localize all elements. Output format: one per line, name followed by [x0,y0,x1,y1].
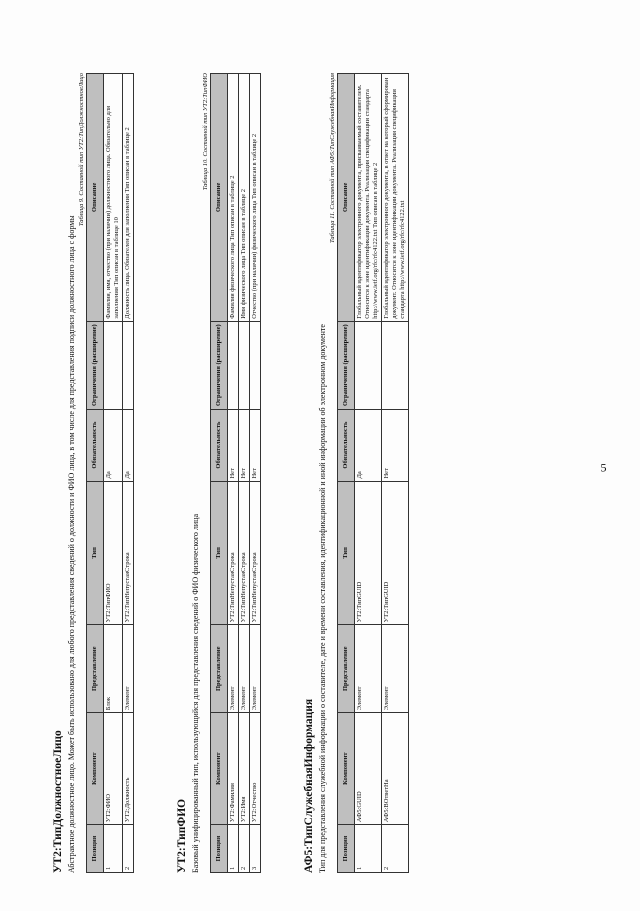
table-cell: Имя физического лица Тип описан в таблице 2 [239,74,250,322]
table-cell: УТ2:ТипНепустаяСтрока [123,481,134,625]
column-header: Ограничения (расширение) [87,321,104,409]
column-header: Компонент [338,713,355,825]
table-cell: 1 [104,825,123,873]
column-header: Представление [211,625,228,713]
page-number: 5 [600,460,607,475]
table-cell: Блок [104,625,123,713]
table-row [382,74,409,873]
table-cell [355,321,382,409]
table-cell: Элемент [228,625,239,713]
column-header: Компонент [211,713,228,825]
table-cell [250,321,261,409]
table-caption: Таблица 10. Составной тип УТ2:ТипФИО [202,73,209,191]
column-header: Позиция [211,825,228,873]
table-cell: УТ2:Имя [239,713,250,825]
table-cell: УТ2:Фамилия [228,713,239,825]
column-header: Компонент [87,713,104,825]
table-row [123,74,134,873]
table-cell: УТ2:Отчество [250,713,261,825]
table-cell: Да [104,409,123,481]
table-cell: Нет [228,409,239,481]
table-cell: УТ2:ТипGUID [355,481,382,625]
table-header-row [211,74,228,873]
table-cell: Нет [250,409,261,481]
column-header: Обязательность [338,409,355,481]
table-cell: Элемент [123,625,134,713]
table-cell: АФ5:ВОтветНа [382,713,409,825]
table-cell: УТ2:ТипНепустаяСтрока [239,481,250,625]
table-cell: Отчество (при наличии) физического лица Тип описан в таблице 2 [250,74,261,322]
column-header: Обязательность [211,409,228,481]
table-cell: Нет [239,409,250,481]
table-cell: Глобальный идентификатор электронного документа, присваиваемый составителем. Относится к зоне идентификации документа. Реализация спецификации стандарта http://www.ietf.org/rfc/rfc4122.txt Тип описан в таблице 2 [355,74,382,322]
table-cell: 1 [228,825,239,873]
spec-table [337,73,409,873]
column-header: Описание [211,74,228,322]
column-header: Ограничения (расширение) [211,321,228,409]
table-cell: Да [123,409,134,481]
table-cell: 2 [382,825,409,873]
section-title: УТ2:ТипФИО [176,798,188,873]
section-title: АФ5:ТипСлужебнаяИнформация [303,698,315,873]
table-cell: Элемент [355,625,382,713]
section-description: Базовый унифицированный тип, использующийся для представления сведений о ФИО физического лица [191,513,200,873]
table-cell: УТ2:Должность [123,713,134,825]
column-header: Описание [338,74,355,322]
section-description: Абстрактное должностное лицо. Может быть использовано для любого представления сведений о должности и ФИО лица, в том числе для представления подписи должностного лица с формы [67,215,76,873]
table-row [228,74,239,873]
column-header: Тип [211,481,228,625]
column-header: Представление [87,625,104,713]
table-cell: УТ2:ТипGUID [382,481,409,625]
column-header: Обязательность [87,409,104,481]
section [176,73,261,873]
section-description: Тип для представления служебной информации о составителе, дате и времени составления, идентификационной и иной информации об электронном документе [318,324,327,873]
table-cell: 2 [123,825,134,873]
table-cell: АФ5:GUID [355,713,382,825]
table-cell [228,321,239,409]
table-cell: 3 [250,825,261,873]
table-row [250,74,261,873]
column-header: Тип [87,481,104,625]
section [52,73,134,873]
column-header: Позиция [338,825,355,873]
table-caption: Таблица 11. Составной тип АФ5:ТипСлужебнаяИнформация [329,73,336,243]
table-cell: Глобальный идентификатор электронного документа, в ответ на который сформирован документ. Относится к зоне идентификации документа. Реализация спецификации стандарта http://www.ietf.org/rfc/rfc4122.txt [382,74,409,322]
table-cell: Должность лица. Обязателен для заполнения Тип описан в таблице 2 [123,74,134,322]
table-cell: УТ2:ТипНепустаяСтрока [250,481,261,625]
table-caption: Таблица 9. Составной тип УТ2:ТипДолжностноеЛицо [78,73,85,227]
table-cell [123,321,134,409]
table-row [239,74,250,873]
table-cell: Элемент [382,625,409,713]
column-header: Позиция [87,825,104,873]
table-cell: УТ2:ТипНепустаяСтрока [228,481,239,625]
table-cell: Элемент [239,625,250,713]
column-header: Тип [338,481,355,625]
table-cell [239,321,250,409]
table-cell [382,321,409,409]
spec-table [210,73,261,873]
section [303,73,409,873]
table-cell: 1 [355,825,382,873]
column-header: Представление [338,625,355,713]
table-cell: Фамилия физического лица Тип описан в таблице 2 [228,74,239,322]
table-cell: УТ2:ТипФИО [104,481,123,625]
table-cell [104,321,123,409]
table-header-row [87,74,104,873]
spec-table [86,73,134,873]
table-cell: 2 [239,825,250,873]
table-row [355,74,382,873]
column-header: Описание [87,74,104,322]
table-cell: Нет [382,409,409,481]
table-cell: Элемент [250,625,261,713]
table-row [104,74,123,873]
column-header: Ограничения (расширение) [338,321,355,409]
document-body [52,73,451,873]
table-cell: Фамилия, имя, отчество (при наличии) должностного лица. Обязательно для заполнения Тип описан в таблице 10 [104,74,123,322]
table-cell: УТ2:ФИО [104,713,123,825]
table-header-row [338,74,355,873]
section-title: УТ2:ТипДолжностноеЛицо [52,730,64,873]
table-cell: Да [355,409,382,481]
